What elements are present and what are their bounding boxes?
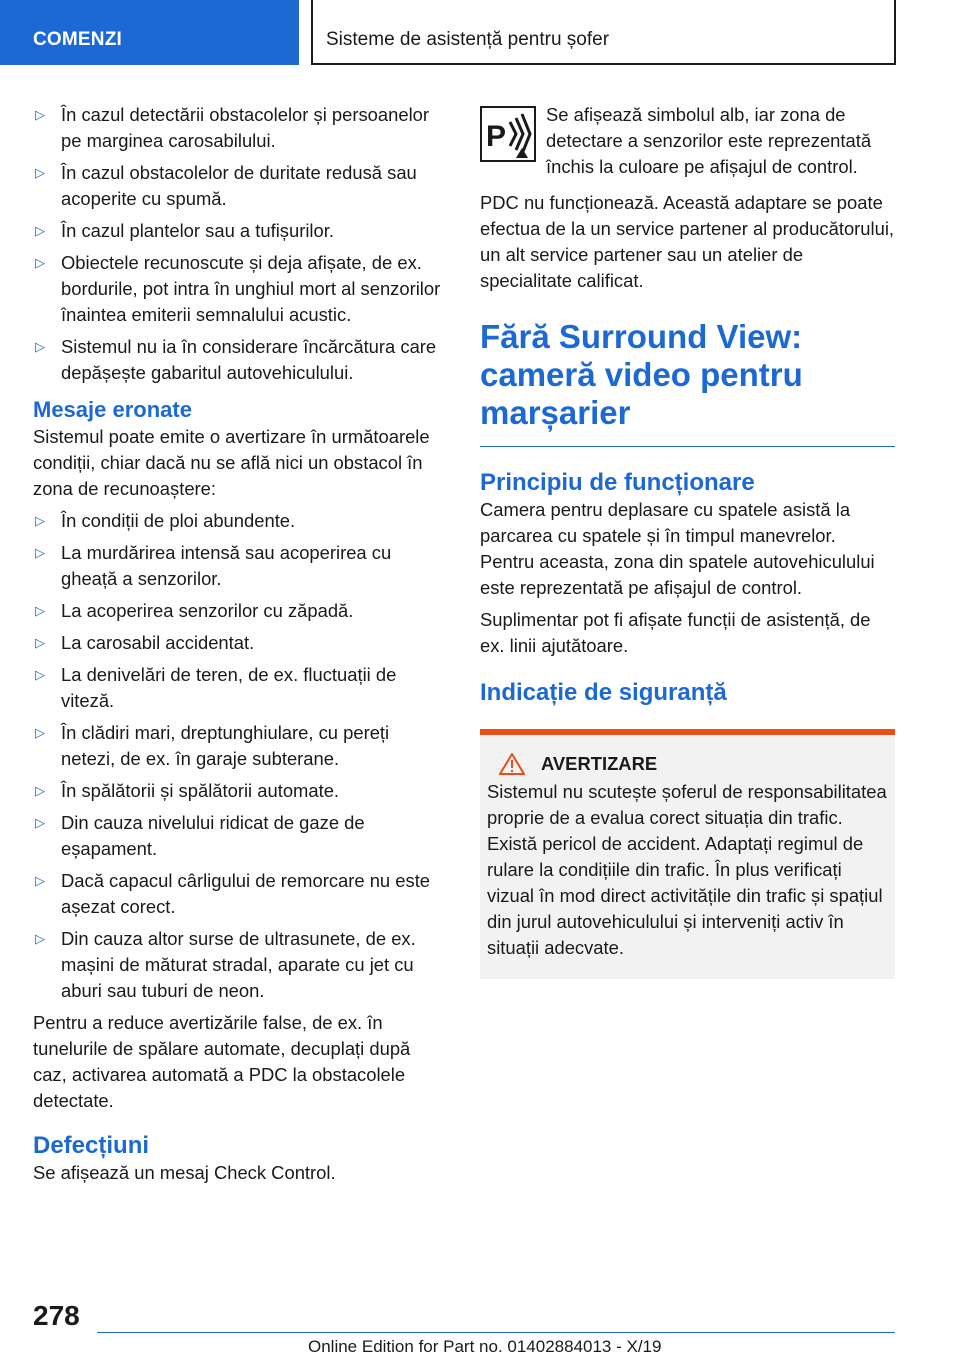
warning-triangle-icon <box>499 753 525 775</box>
list-item: ▷ Dacă capacul cârligului de remorcare nu este așezat corect. <box>35 870 431 917</box>
defects-heading: Defecțiuni <box>33 1132 150 1159</box>
warning-title-row <box>487 753 888 775</box>
footer-divider <box>97 1332 895 1333</box>
pdc-symbol-text: Se afișează simbolul alb, iar zona de detectare a senzorilor este reprezentată închis la culoare pe afișajul de control. <box>546 104 872 177</box>
main-heading: Fără Surround View: cameră video pentru marșarier <box>480 318 895 447</box>
principle-heading: Principiu de funcționare <box>480 469 755 496</box>
right-column <box>480 102 895 979</box>
false-alarm-text: Pentru a reduce avertizările false, de ex. în tunelurile de spălare automate, decuplați după caz, activarea automată a PDC la obstacolele detectate. <box>33 1012 411 1111</box>
list-item: ▷ Sistemul nu ia în considerare încărcătura care depășește gabaritul autovehiculului. <box>35 336 437 383</box>
list-item: ▷ La carosabil accidentat. <box>33 630 445 656</box>
triangle-bullet-icon: ▷ <box>35 783 45 798</box>
safety-heading: Indicație de siguranță <box>480 679 727 706</box>
section-title: Sisteme de asistență pentru șofer <box>326 29 610 50</box>
triangle-bullet-icon: ▷ <box>35 545 45 560</box>
list-item: ▷ Din cauza nivelului ridicat de gaze de eșapament. <box>35 812 365 859</box>
triangle-bullet-icon: ▷ <box>35 635 45 650</box>
left-column <box>33 102 445 1192</box>
edition-text: Online Edition for Part no. 01402884013 - X/19 <box>308 1337 662 1356</box>
list-item: ▷ În spălătorii și spălătorii automate. <box>33 778 445 804</box>
list-item: ▷ În cazul obstacolelor de duritate redusă sau acoperite cu spumă. <box>35 162 417 209</box>
section-header <box>311 0 896 65</box>
principle-text-extra: Suplimentar pot fi afișate funcții de asistență, de ex. linii ajutătoare. <box>480 609 871 656</box>
list-item: ▷ La acoperirea senzorilor cu zăpadă. <box>33 598 445 624</box>
warning-title: AVERTIZARE <box>541 753 658 774</box>
triangle-bullet-icon: ▷ <box>35 255 45 270</box>
list-item: ▷ În cazul detectării obstacolelor și persoanelor pe marginea carosabilului. <box>35 104 430 151</box>
triangle-bullet-icon: ▷ <box>35 603 45 618</box>
triangle-bullet-icon: ▷ <box>35 873 45 888</box>
false-warnings-list <box>33 508 445 1004</box>
pdc-symbol-row <box>480 102 895 180</box>
triangle-bullet-icon: ▷ <box>35 667 45 682</box>
list-item: ▷ La murdărirea intensă sau acoperirea cu gheață a senzorilor. <box>35 542 392 589</box>
list-item: ▷ În condiții de ploi abundente. <box>33 508 445 534</box>
chapter-tab <box>0 0 299 65</box>
triangle-bullet-icon: ▷ <box>35 815 45 830</box>
list-item: ▷ În cazul plantelor sau a tufișurilor. <box>33 218 445 244</box>
page-number: 278 <box>33 1300 80 1331</box>
pdc-no-function-text: PDC nu funcționează. Această adaptare se poate efectua de la un service partener al producătorului, un alt service partener sau un atelier de specialitate calificat. <box>480 192 895 291</box>
triangle-bullet-icon: ▷ <box>35 725 45 740</box>
triangle-bullet-icon: ▷ <box>35 513 45 528</box>
svg-text:P: P <box>486 120 507 153</box>
pdc-parking-sensor-icon <box>480 106 536 162</box>
triangle-bullet-icon: ▷ <box>35 107 45 122</box>
warning-text: Sistemul nu scutește șoferul de responsabilitatea proprie de a evalua corect situația din trafic. Există pericol de accident. Adaptați regimul de rulare la condițiile din trafic. În plus verificați vizual în mod direct activitățile din trafic și spațiul din jurul autovehiculului și interveniți activ în situații adecvate. <box>487 781 887 958</box>
triangle-bullet-icon: ▷ <box>35 165 45 180</box>
list-item: ▷ În clădiri mari, dreptunghiulare, cu pereți netezi, de ex. în garaje subterane. <box>35 722 390 769</box>
list-item: ▷ Obiectele recunoscute și deja afișate, de ex. bordurile, pot intra în unghiul mort al senzorilor înaintea emiterii semnalului acustic. <box>35 252 441 325</box>
list-item: ▷ La denivelări de teren, de ex. fluctuații de viteză. <box>35 664 397 711</box>
triangle-bullet-icon: ▷ <box>35 931 45 946</box>
triangle-bullet-icon: ▷ <box>35 339 45 354</box>
errors-heading: Mesaje eronate <box>33 397 192 422</box>
limitations-list <box>33 102 445 386</box>
list-item: ▷ Din cauza altor surse de ultrasunete, de ex. mașini de măturat stradal, aparate cu jet cu aburi sau tuburi de neon. <box>35 928 416 1001</box>
warning-box <box>480 729 895 979</box>
chapter-label: COMENZI <box>33 29 123 50</box>
principle-text: Camera pentru deplasare cu spatele asistă la parcarea cu spatele și în timpul manevrelor. Pentru aceasta, zona din spatele autovehiculului este reprezentată pe afișajul de control. <box>480 499 875 598</box>
triangle-bullet-icon: ▷ <box>35 223 45 238</box>
errors-intro: Sistemul poate emite o avertizare în următoarele condiții, chiar dacă nu se află nici un obstacol în zona de recunoaștere: <box>33 426 430 499</box>
defects-text: Se afișează un mesaj Check Control. <box>33 1162 336 1183</box>
